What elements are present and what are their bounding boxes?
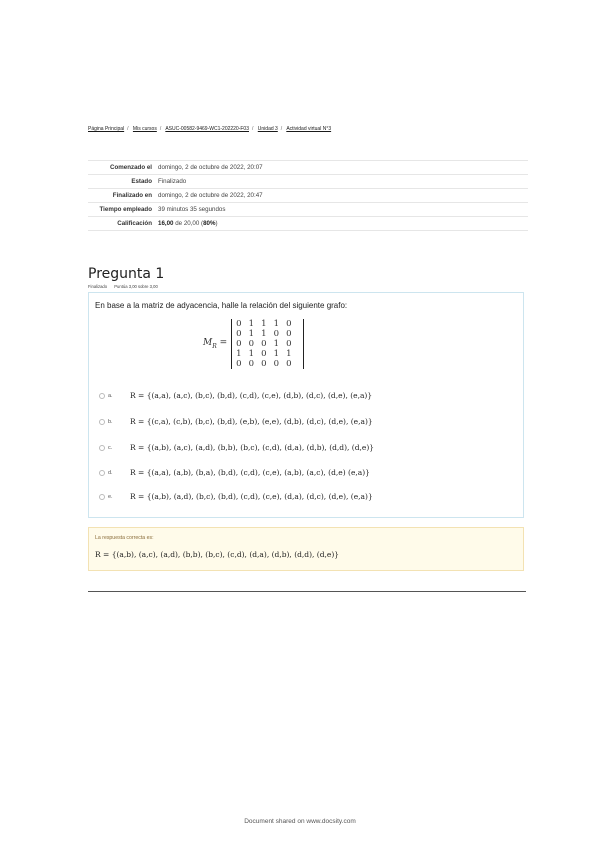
- matrix-cell: 0: [261, 339, 267, 349]
- correct-answer-label: La respuesta correcta es:: [95, 535, 154, 541]
- question-content: [88, 292, 524, 518]
- attempt-summary-table: [88, 160, 528, 231]
- divider: [88, 591, 526, 592]
- matrix-cell: 1: [261, 329, 267, 339]
- summary-row-finished: [88, 189, 528, 203]
- breadcrumb-separator: /: [280, 126, 283, 132]
- question-status: Finalizado: [88, 284, 108, 289]
- question-meta: [88, 284, 164, 289]
- matrix-cell: 0: [236, 329, 242, 339]
- option-letter: c.: [108, 444, 113, 451]
- breadcrumb-link-unit[interactable]: Unidad 3: [257, 126, 278, 132]
- matrix-cell: 0: [261, 349, 267, 359]
- matrix-cell: 1: [261, 319, 267, 329]
- option-letter: d.: [108, 469, 113, 476]
- breadcrumb-link-course[interactable]: ASUC-00582-9469-WC1-202220-F03: [165, 126, 249, 132]
- matrix-cell: 1: [248, 329, 255, 339]
- radio-button[interactable]: [99, 419, 105, 425]
- matrix-cell: 0: [261, 359, 267, 369]
- summary-value: Finalizado: [158, 178, 187, 185]
- matrix-cell: 1: [273, 349, 280, 359]
- matrix-row: [236, 319, 299, 329]
- radio-button[interactable]: [99, 470, 105, 476]
- summary-row-state: [88, 175, 528, 189]
- summary-row-grade: [88, 217, 528, 231]
- matrix-cell: 0: [286, 319, 292, 329]
- matrix-cell: 1: [248, 349, 255, 359]
- breadcrumb-link-activity[interactable]: Actividad virtual N°3: [286, 126, 332, 132]
- summary-label: Calificación: [117, 220, 152, 227]
- option-letter: a.: [108, 392, 113, 399]
- matrix-label: $M_R$ =: [203, 338, 228, 350]
- matrix-cell: 0: [236, 339, 242, 349]
- matrix-row: [236, 339, 299, 349]
- matrix-cell: 1: [248, 319, 255, 329]
- summary-row-time: [88, 203, 528, 217]
- question-title: Pregunta 1: [88, 266, 165, 282]
- grade-close: ): [215, 220, 218, 227]
- breadcrumb-link-home[interactable]: Página Principal: [88, 126, 125, 132]
- matrix-cell: 1: [273, 319, 280, 329]
- answer-option-e[interactable]: [99, 492, 373, 501]
- summary-value: domingo, 2 de octubre de 2022, 20:07: [158, 164, 263, 171]
- matrix-cell: 0: [236, 359, 242, 369]
- option-formula: R = {(a,b), (a,d), (b,c), (b,d), (c,d), (c,e), (d,a), (d,c), (d,e), (e,a)}: [130, 492, 373, 501]
- option-letter: e.: [108, 493, 113, 500]
- adjacency-matrix: [203, 319, 304, 369]
- option-letter: b.: [108, 418, 113, 425]
- summary-value: 39 minutos 35 segundos: [158, 206, 226, 213]
- matrix-row: [236, 359, 299, 369]
- matrix-cell: 0: [273, 329, 280, 339]
- radio-button[interactable]: [99, 494, 105, 500]
- answer-option-c[interactable]: [99, 443, 374, 452]
- summary-row-started: [88, 160, 528, 175]
- matrix-grid: [231, 319, 304, 369]
- summary-label: Tiempo empleado: [99, 206, 152, 213]
- breadcrumb-separator: /: [127, 126, 129, 132]
- summary-label: Finalizado en: [112, 192, 152, 199]
- radio-button[interactable]: [99, 445, 105, 451]
- question-header: [88, 266, 164, 289]
- matrix-cell: 0: [236, 319, 242, 329]
- matrix-cell: 0: [286, 329, 292, 339]
- matrix-cell: 1: [273, 339, 280, 349]
- grade-percent: 80%: [203, 220, 216, 227]
- matrix-cell: 0: [286, 359, 292, 369]
- summary-label: Estado: [131, 178, 152, 185]
- option-formula: R = {(a,a), (a,b), (b,a), (b,d), (c,d), (c,e), (a,b), (a,c), (d,e) (e,a)}: [130, 468, 370, 477]
- grade-score: 16,00: [158, 220, 174, 227]
- answer-option-a[interactable]: [99, 391, 372, 400]
- matrix-cell: 0: [286, 339, 292, 349]
- summary-value: [158, 219, 218, 228]
- matrix-cell: 0: [273, 359, 280, 369]
- footer-note: Document shared on www.docsity.com: [244, 818, 356, 825]
- matrix-cell: 0: [248, 339, 255, 349]
- answer-option-b[interactable]: [99, 417, 373, 426]
- option-formula: R = {(c,a), (c,b), (b,c), (b,d), (e,b), (e,e), (d,b), (d,c), (d,e), (e,a)}: [130, 417, 373, 426]
- matrix-cell: 1: [236, 349, 242, 359]
- matrix-cell: 0: [248, 359, 255, 369]
- summary-label: Comenzado el: [110, 164, 152, 171]
- breadcrumb: [88, 126, 528, 132]
- question-score: Puntúa 3,00 sobre 3,00: [114, 284, 158, 289]
- radio-button[interactable]: [99, 393, 105, 399]
- breadcrumb-separator: /: [159, 126, 162, 132]
- matrix-row: [236, 349, 299, 359]
- grade-total: de 20,00 (: [175, 220, 204, 227]
- summary-value: domingo, 2 de octubre de 2022, 20:47: [158, 192, 263, 199]
- option-formula: R = {(a,a), (a,c), (b,c), (b,d), (c,d), (c,e), (d,b), (d,c), (d,e), (e,a)}: [130, 391, 373, 400]
- matrix-row: [236, 329, 299, 339]
- correct-answer-feedback: [88, 527, 524, 571]
- option-formula: R = {(a,b), (a,c), (a,d), (b,b), (b,c), (c,d), (d,a), (d,b), (d,d), (d,e)}: [130, 443, 375, 452]
- breadcrumb-link-courses[interactable]: Mis cursos: [132, 126, 157, 132]
- matrix-cell: 1: [286, 349, 292, 359]
- correct-answer-formula: R = {(a,b), (a,c), (a,d), (b,b), (b,c), (c,d), (d,a), (d,b), (d,d), (d,e)}: [95, 550, 340, 559]
- answer-option-d[interactable]: [99, 468, 370, 477]
- breadcrumb-separator: /: [252, 126, 254, 132]
- question-text: En base a la matriz de adyacencia, halle la relación del siguiente grafo:: [95, 301, 348, 310]
